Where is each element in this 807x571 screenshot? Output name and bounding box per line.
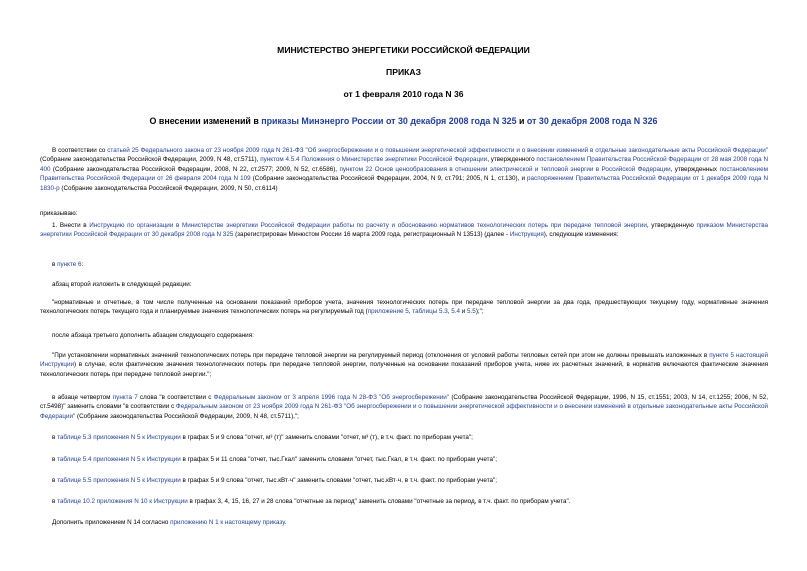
text: ) в случае, если фактические значения технологических потерь при передаче тепловой энергии, полученные на основании показаний приборов учета, ниже их расчетных значений, в норматив включаются фактические значения технологических потерь при передаче тепловой энергии."; [40, 361, 768, 378]
link-resolution-109[interactable]: постановлением Правительства Российской Федерации от 26 февраля 2004 года N 109 [40, 165, 768, 183]
text: , [408, 308, 413, 316]
link-instruction[interactable]: Инструкцию по организации в Министерстве энергетики Российской Федерации работы по расчету и обоснованию нормативов технологических потерь при передаче тепловой энергии [89, 222, 647, 229]
link-appendix-5[interactable]: приложение 5 [367, 308, 409, 316]
text: , утвержденную [646, 222, 697, 229]
text: "нормативные и отчетные, в том числе полученные на основании показаний приборов учета, значения технологических потерь при передаче тепловой энергии за два года, предшествующих текущему году, нормативные значения технологических потерь текущего года и планируемые значения технологических потерь на регулируемый год ( [40, 299, 768, 316]
text: в [52, 261, 58, 268]
link-table-5-5[interactable]: 5.5 [467, 308, 476, 316]
point-6-paragraph [52, 260, 768, 269]
link-table-5-5[interactable]: таблице 5.5 [57, 477, 92, 484]
link-instruction-short[interactable]: Инструкция [509, 231, 544, 239]
text: . [284, 519, 287, 526]
text: в [52, 434, 58, 441]
link-appendix-10-instruction[interactable]: приложения N 10 к Инструкции [96, 498, 188, 505]
text: ), следующие изменения: [543, 231, 619, 239]
text: (Собрание законодательства Российской Федерации, 2009, N 50, ст.6114) [59, 184, 278, 192]
ministry-heading: МИНИСТЕРСТВО ЭНЕРГЕТИКИ РОССИЙСКОЙ ФЕДЕРАЦИИ [277, 45, 530, 55]
text: в [52, 456, 58, 463]
link-pricing-basics-22[interactable]: пунктом 22 Основ ценообразования в отношении электрической и тепловой энергии в Российской Федерации [339, 165, 671, 173]
link-point-6[interactable]: пункте 6 [57, 261, 82, 268]
link-appendix-1-order[interactable]: приложению N 1 к настоящему приказу [170, 519, 285, 526]
link-point-5-instruction[interactable]: пункте 5 настоящей Инструкции [40, 352, 768, 369]
order-date: от 1 февраля 2010 года N 36 [343, 89, 464, 99]
quote-1-paragraph [40, 298, 768, 317]
link-table-5-4[interactable]: таблице 5.4 [57, 456, 92, 463]
title-link-order-325[interactable]: приказы Минэнерго России от 30 декабря 2008 года N 325 [261, 116, 517, 126]
table-change-5-5 [52, 476, 768, 485]
text: в графах 3, 4, 15, 16, 27 и 28 слова "отчетные за период" заменить словами "отчетные за период, в т.ч. факт. по приборам учета". [187, 498, 571, 505]
link-table-5-4[interactable]: 5.4 [451, 308, 461, 316]
text: (зарегистрирован Минюстом России 16 марта 2009 года, регистрационный N 13513) (далее - [233, 231, 510, 239]
link-appendix-5-instruction[interactable]: приложения N 5 к Инструкции [93, 434, 181, 441]
link-point-7[interactable]: пункта 7 [112, 394, 138, 401]
text: Дополнить приложением N 14 согласно [52, 519, 171, 526]
text: (Собрание законодательства Российской Федерации, 2009, N 48, ст.5711), [40, 156, 261, 164]
order-word: приказываю: [40, 210, 78, 217]
item-1-paragraph [40, 221, 768, 240]
text: в графах 5 и 9 слова "отчет, м³ (т)" заменить словами "отчет, м³ (т), в т.ч. факт. по приборам учета"; [180, 434, 473, 441]
table-change-10-2 [52, 497, 768, 506]
text: );"; [475, 308, 484, 316]
text: в [52, 477, 58, 484]
after-third-paragraph: после абзаца третьего дополнить абзацем следующего содержания: [52, 332, 254, 339]
text: и [460, 308, 468, 316]
text: в [52, 498, 58, 505]
order-title [0, 116, 807, 126]
paragraph-second-note: абзац второй изложить в следующей редакции: [52, 281, 192, 288]
text: 1. Внести в [52, 222, 90, 229]
title-text: О внесении изменений в [149, 116, 262, 126]
text: (Собрание законодательства Российской Федерации, 2009, N 48, ст.5711),"; [75, 412, 299, 420]
link-table-5-3[interactable]: таблицы 5.3 [412, 308, 448, 316]
supplement-paragraph [52, 518, 768, 527]
text: слова "в соответствии с [137, 394, 214, 401]
link-law-261fz-art25[interactable]: статьей 25 Федерального закона от 23 ноября 2009 года N 261-ФЗ "Об энергосбережении и о повышении энергетической эффективности и о внесении изменений в отдельные законодательные акты Российской Федерации" [107, 147, 768, 154]
text: : [81, 261, 84, 268]
text: В соответствии со [52, 147, 108, 154]
text: в графах 5 и 11 слова "отчет, тыс.Гкал" заменить словами "отчет, тыс.Гкал, в т.ч. факт. по приборам учета"; [180, 456, 497, 463]
text: , утвержденного [487, 156, 537, 164]
link-order-325[interactable]: приказом Министерства энергетики Российской Федерации от 30 декабря 2008 года N 325 [40, 222, 769, 239]
text: (Собрание законодательства Российской Федерации, 2008, N 22, ст.2577; 2009, N 52, ст.6586), [50, 165, 340, 173]
order-heading: ПРИКАЗ [386, 67, 421, 77]
title-text: и [516, 116, 527, 126]
link-table-5-3[interactable]: таблице 5.3 [57, 434, 92, 441]
table-change-5-4 [52, 455, 768, 464]
text: (Собрание законодательства Российской Федерации, 2004, N 9, ст.791; 2005, N 1, ст.130), и [250, 175, 528, 183]
text: , [447, 308, 452, 316]
table-change-5-3 [52, 433, 768, 442]
text: (Собрание законодательства Российской Федерации, 1996, N 15, ст.1551; 2003, N 14, ст.1255; 2006, N 52, ст.5498)" заменить словами "в соответствии с [40, 394, 768, 411]
text: "При установлении нормативных значений технологических потерь при передаче тепловой энергии на регулируемый период (отклонения от условий работы тепловых сетей при этом не должны превышать изложенных в [52, 352, 710, 359]
link-table-10-2[interactable]: таблице 10.2 [57, 498, 95, 505]
preamble-paragraph [40, 146, 768, 193]
text: , утвержденных [670, 165, 720, 173]
text: в графах 5 и 9 слова "отчет, тыс.кВт·ч" заменить словами "отчет, тыс.кВт·ч, в т.ч. факт. по приборам учета"; [180, 477, 497, 484]
link-law-28fz[interactable]: Федеральным законом от 3 апреля 1996 года N 28-ФЗ "Об энергосбережении" [213, 394, 450, 401]
title-link-order-326[interactable]: от 30 декабря 2008 года N 326 [526, 116, 658, 126]
link-order-1830r[interactable]: распоряжением Правительства Российской Федерации от 1 декабря 2009 года N 1830-р [40, 175, 769, 192]
link-regulation-4-5-4[interactable]: пунктом 4.5.4 Положения о Министерстве энергетики Российской Федерации [260, 156, 488, 164]
link-law-261fz[interactable]: Федеральным законом от 23 ноября 2009 года N 261-ФЗ "Об энергосбережении и о повышении энергетической эффективности и о внесении изменений в отдельные законодательные акты Российской Федерации" [40, 403, 768, 420]
quote-2-paragraph [40, 351, 768, 379]
paragraph-7 [40, 393, 768, 421]
link-appendix-5-instruction[interactable]: приложения N 5 к Инструкции [93, 456, 181, 463]
link-appendix-5-instruction[interactable]: приложения N 5 к Инструкции [93, 477, 181, 484]
text: в абзаце четвертом [52, 394, 113, 401]
link-resolution-400[interactable]: постановлением Правительства Российской Федерации от 28 мая 2008 года N 400 [40, 156, 768, 173]
